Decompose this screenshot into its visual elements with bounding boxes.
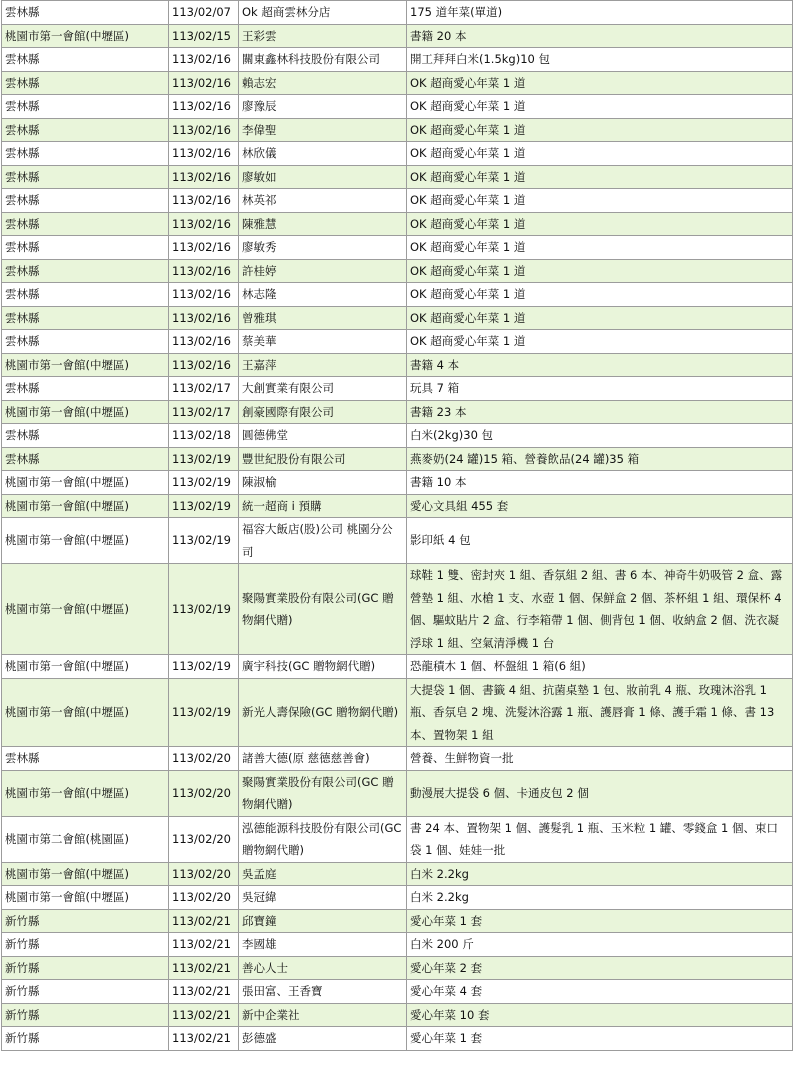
table-row [2,747,793,771]
items-cell: OK 超商愛心年菜 1 道 [407,212,793,236]
unit-cell: 桃園市第一會館(中壢區) [2,518,169,564]
table-row [2,678,793,747]
date-cell: 113/02/19 [169,564,239,655]
donor-cell: 蔡美華 [239,330,407,354]
items-cell: 愛心年菜 1 套 [407,909,793,933]
unit-cell: 雲林縣 [2,212,169,236]
unit-cell: 雲林縣 [2,330,169,354]
items-cell: 影印紙 4 包 [407,518,793,564]
items-cell: OK 超商愛心年菜 1 道 [407,71,793,95]
donor-cell: 吳孟庭 [239,862,407,886]
unit-cell: 新竹縣 [2,933,169,957]
items-cell: OK 超商愛心年菜 1 道 [407,95,793,119]
items-cell: OK 超商愛心年菜 1 道 [407,236,793,260]
items-cell: 恐龍積木 1 個、杯盤組 1 箱(6 組) [407,655,793,679]
donor-cell: 王嘉萍 [239,353,407,377]
items-cell: 書籍 23 本 [407,400,793,424]
items-cell: 白米(2kg)30 包 [407,424,793,448]
donor-cell: 林欣儀 [239,142,407,166]
date-cell: 113/02/21 [169,909,239,933]
table-row [2,189,793,213]
table-row [2,212,793,236]
donor-cell: 廖敏秀 [239,236,407,260]
table-row [2,956,793,980]
donor-cell: 新中企業社 [239,1003,407,1027]
donor-cell: 吳冠緯 [239,886,407,910]
unit-cell: 雲林縣 [2,424,169,448]
table-row [2,306,793,330]
donor-cell: 李偉聖 [239,118,407,142]
table-row [2,95,793,119]
date-cell: 113/02/21 [169,980,239,1004]
date-cell: 113/02/07 [169,1,239,25]
table-row [2,447,793,471]
unit-cell: 新竹縣 [2,1027,169,1051]
donor-cell: 王彩雲 [239,24,407,48]
date-cell: 113/02/18 [169,424,239,448]
items-cell: 白米 200 斤 [407,933,793,957]
donor-cell: 善心人士 [239,956,407,980]
table-row [2,236,793,260]
table-row [2,330,793,354]
table-row [2,71,793,95]
items-cell: OK 超商愛心年菜 1 道 [407,283,793,307]
date-cell: 113/02/20 [169,747,239,771]
table-row [2,377,793,401]
table-row [2,816,793,862]
date-cell: 113/02/16 [169,95,239,119]
date-cell: 113/02/20 [169,862,239,886]
date-cell: 113/02/16 [169,212,239,236]
date-cell: 113/02/16 [169,330,239,354]
donation-table [1,0,793,1051]
unit-cell: 雲林縣 [2,747,169,771]
items-cell: 175 道年菜(單道) [407,1,793,25]
date-cell: 113/02/16 [169,48,239,72]
unit-cell: 雲林縣 [2,259,169,283]
items-cell: OK 超商愛心年菜 1 道 [407,189,793,213]
date-cell: 113/02/19 [169,518,239,564]
unit-cell: 桃園市第一會館(中壢區) [2,655,169,679]
unit-cell: 雲林縣 [2,95,169,119]
table-row [2,1027,793,1051]
date-cell: 113/02/16 [169,259,239,283]
items-cell: 書籍 20 本 [407,24,793,48]
table-row [2,980,793,1004]
date-cell: 113/02/16 [169,353,239,377]
table-row [2,283,793,307]
unit-cell: 新竹縣 [2,1003,169,1027]
items-cell: OK 超商愛心年菜 1 道 [407,259,793,283]
date-cell: 113/02/21 [169,1003,239,1027]
table-row [2,48,793,72]
items-cell: 書籍 4 本 [407,353,793,377]
date-cell: 113/02/16 [169,236,239,260]
items-cell: 白米 2.2kg [407,862,793,886]
unit-cell: 雲林縣 [2,283,169,307]
table-row [2,118,793,142]
donor-cell: 新光人壽保險(GC 贈物網代贈) [239,678,407,747]
items-cell: 燕麥奶(24 罐)15 箱、營養飲品(24 罐)35 箱 [407,447,793,471]
items-cell: 開工拜拜白米(1.5kg)10 包 [407,48,793,72]
unit-cell: 雲林縣 [2,142,169,166]
date-cell: 113/02/16 [169,189,239,213]
donor-cell: 福容大飯店(股)公司 桃園分公司 [239,518,407,564]
table-row [2,933,793,957]
unit-cell: 新竹縣 [2,909,169,933]
donor-cell: 廣宇科技(GC 贈物網代贈) [239,655,407,679]
table-row [2,1003,793,1027]
items-cell: 愛心年菜 1 套 [407,1027,793,1051]
donor-cell: 林志隆 [239,283,407,307]
table-row [2,471,793,495]
donor-cell: 統一超商 i 預購 [239,494,407,518]
items-cell: 球鞋 1 雙、密封夾 1 組、香氛組 2 組、書 6 本、神奇牛奶吸管 2 盒、露營墊 1 組、水槍 1 支、水壺 1 個、保鮮盒 2 個、茶杯組 1 組、環保杯 4 個、驅蚊貼片 2 盒、行李箱帶 1 個、側背包 1 個、收納盒 2 個、洗衣凝浮球 1 組、空氣清淨機 1 台 [407,564,793,655]
date-cell: 113/02/17 [169,400,239,424]
unit-cell: 桃園市第一會館(中壢區) [2,24,169,48]
unit-cell: 桃園市第一會館(中壢區) [2,494,169,518]
unit-cell: 雲林縣 [2,48,169,72]
donor-cell: 曾雅琪 [239,306,407,330]
donor-cell: 大創實業有限公司 [239,377,407,401]
table-row [2,24,793,48]
unit-cell: 雲林縣 [2,236,169,260]
items-cell: OK 超商愛心年菜 1 道 [407,165,793,189]
date-cell: 113/02/19 [169,655,239,679]
table-row [2,909,793,933]
unit-cell: 雲林縣 [2,1,169,25]
table-row [2,165,793,189]
table-row [2,518,793,564]
donor-cell: 張田富、王香寶 [239,980,407,1004]
donor-cell: 關東鑫林科技股份有限公司 [239,48,407,72]
donor-cell: 彭德盛 [239,1027,407,1051]
table-row [2,564,793,655]
items-cell: 白米 2.2kg [407,886,793,910]
unit-cell: 雲林縣 [2,447,169,471]
date-cell: 113/02/16 [169,283,239,307]
date-cell: 113/02/16 [169,71,239,95]
unit-cell: 桃園市第二會館(桃園區) [2,816,169,862]
donor-cell: 廖敏如 [239,165,407,189]
date-cell: 113/02/20 [169,816,239,862]
date-cell: 113/02/19 [169,494,239,518]
unit-cell: 雲林縣 [2,165,169,189]
items-cell: 大提袋 1 個、書籤 4 組、抗菌桌墊 1 包、妝前乳 4 瓶、玫瑰沐浴乳 1 瓶、香氛皂 2 塊、洗髮沐浴露 1 瓶、護唇膏 1 條、護手霜 1 條、書 13 本、置物架 1 組 [407,678,793,747]
donation-table-body [2,1,793,1051]
items-cell: OK 超商愛心年菜 1 道 [407,142,793,166]
table-row [2,353,793,377]
date-cell: 113/02/21 [169,956,239,980]
unit-cell: 桃園市第一會館(中壢區) [2,353,169,377]
items-cell: OK 超商愛心年菜 1 道 [407,306,793,330]
date-cell: 113/02/20 [169,886,239,910]
unit-cell: 桃園市第一會館(中壢區) [2,862,169,886]
date-cell: 113/02/21 [169,1027,239,1051]
donor-cell: 圓德佛堂 [239,424,407,448]
date-cell: 113/02/16 [169,306,239,330]
date-cell: 113/02/16 [169,118,239,142]
unit-cell: 雲林縣 [2,71,169,95]
donor-cell: Ok 超商雲林分店 [239,1,407,25]
items-cell: 愛心年菜 4 套 [407,980,793,1004]
date-cell: 113/02/19 [169,447,239,471]
donor-cell: 聚陽實業股份有限公司(GC 贈物網代贈) [239,770,407,816]
table-row [2,655,793,679]
donor-cell: 陳雅慧 [239,212,407,236]
unit-cell: 桃園市第一會館(中壢區) [2,400,169,424]
donor-cell: 廖豫辰 [239,95,407,119]
items-cell: 愛心年菜 2 套 [407,956,793,980]
donor-cell: 創豪國際有限公司 [239,400,407,424]
date-cell: 113/02/19 [169,471,239,495]
items-cell: 愛心年菜 10 套 [407,1003,793,1027]
donor-cell: 諸善大德(原 慈德慈善會) [239,747,407,771]
items-cell: OK 超商愛心年菜 1 道 [407,118,793,142]
date-cell: 113/02/17 [169,377,239,401]
date-cell: 113/02/19 [169,678,239,747]
donor-cell: 豐世紀股份有限公司 [239,447,407,471]
unit-cell: 新竹縣 [2,956,169,980]
date-cell: 113/02/16 [169,142,239,166]
donor-cell: 許桂婷 [239,259,407,283]
table-row [2,886,793,910]
date-cell: 113/02/20 [169,770,239,816]
unit-cell: 雲林縣 [2,377,169,401]
unit-cell: 桃園市第一會館(中壢區) [2,770,169,816]
donor-cell: 陳淑榆 [239,471,407,495]
table-row [2,142,793,166]
table-row [2,770,793,816]
unit-cell: 新竹縣 [2,980,169,1004]
donor-cell: 林英祁 [239,189,407,213]
items-cell: OK 超商愛心年菜 1 道 [407,330,793,354]
unit-cell: 桃園市第一會館(中壢區) [2,471,169,495]
date-cell: 113/02/21 [169,933,239,957]
items-cell: 愛心文具組 455 套 [407,494,793,518]
table-row [2,259,793,283]
table-row [2,862,793,886]
donor-cell: 李國雄 [239,933,407,957]
table-row [2,494,793,518]
donor-cell: 賴志宏 [239,71,407,95]
unit-cell: 桃園市第一會館(中壢區) [2,886,169,910]
donor-cell: 邱寶鐘 [239,909,407,933]
items-cell: 玩具 7 箱 [407,377,793,401]
table-row [2,1,793,25]
date-cell: 113/02/15 [169,24,239,48]
table-row [2,424,793,448]
items-cell: 書籍 10 本 [407,471,793,495]
items-cell: 營養、生鮮物資一批 [407,747,793,771]
items-cell: 動漫展大提袋 6 個、卡通皮包 2 個 [407,770,793,816]
table-row [2,400,793,424]
unit-cell: 桃園市第一會館(中壢區) [2,564,169,655]
items-cell: 書 24 本、置物架 1 個、護髮乳 1 瓶、玉米粒 1 罐、零錢盒 1 個、束口袋 1 個、娃娃一批 [407,816,793,862]
unit-cell: 雲林縣 [2,306,169,330]
date-cell: 113/02/16 [169,165,239,189]
unit-cell: 雲林縣 [2,118,169,142]
unit-cell: 雲林縣 [2,189,169,213]
donor-cell: 聚陽實業股份有限公司(GC 贈物網代贈) [239,564,407,655]
unit-cell: 桃園市第一會館(中壢區) [2,678,169,747]
donor-cell: 泓德能源科技股份有限公司(GC 贈物網代贈) [239,816,407,862]
